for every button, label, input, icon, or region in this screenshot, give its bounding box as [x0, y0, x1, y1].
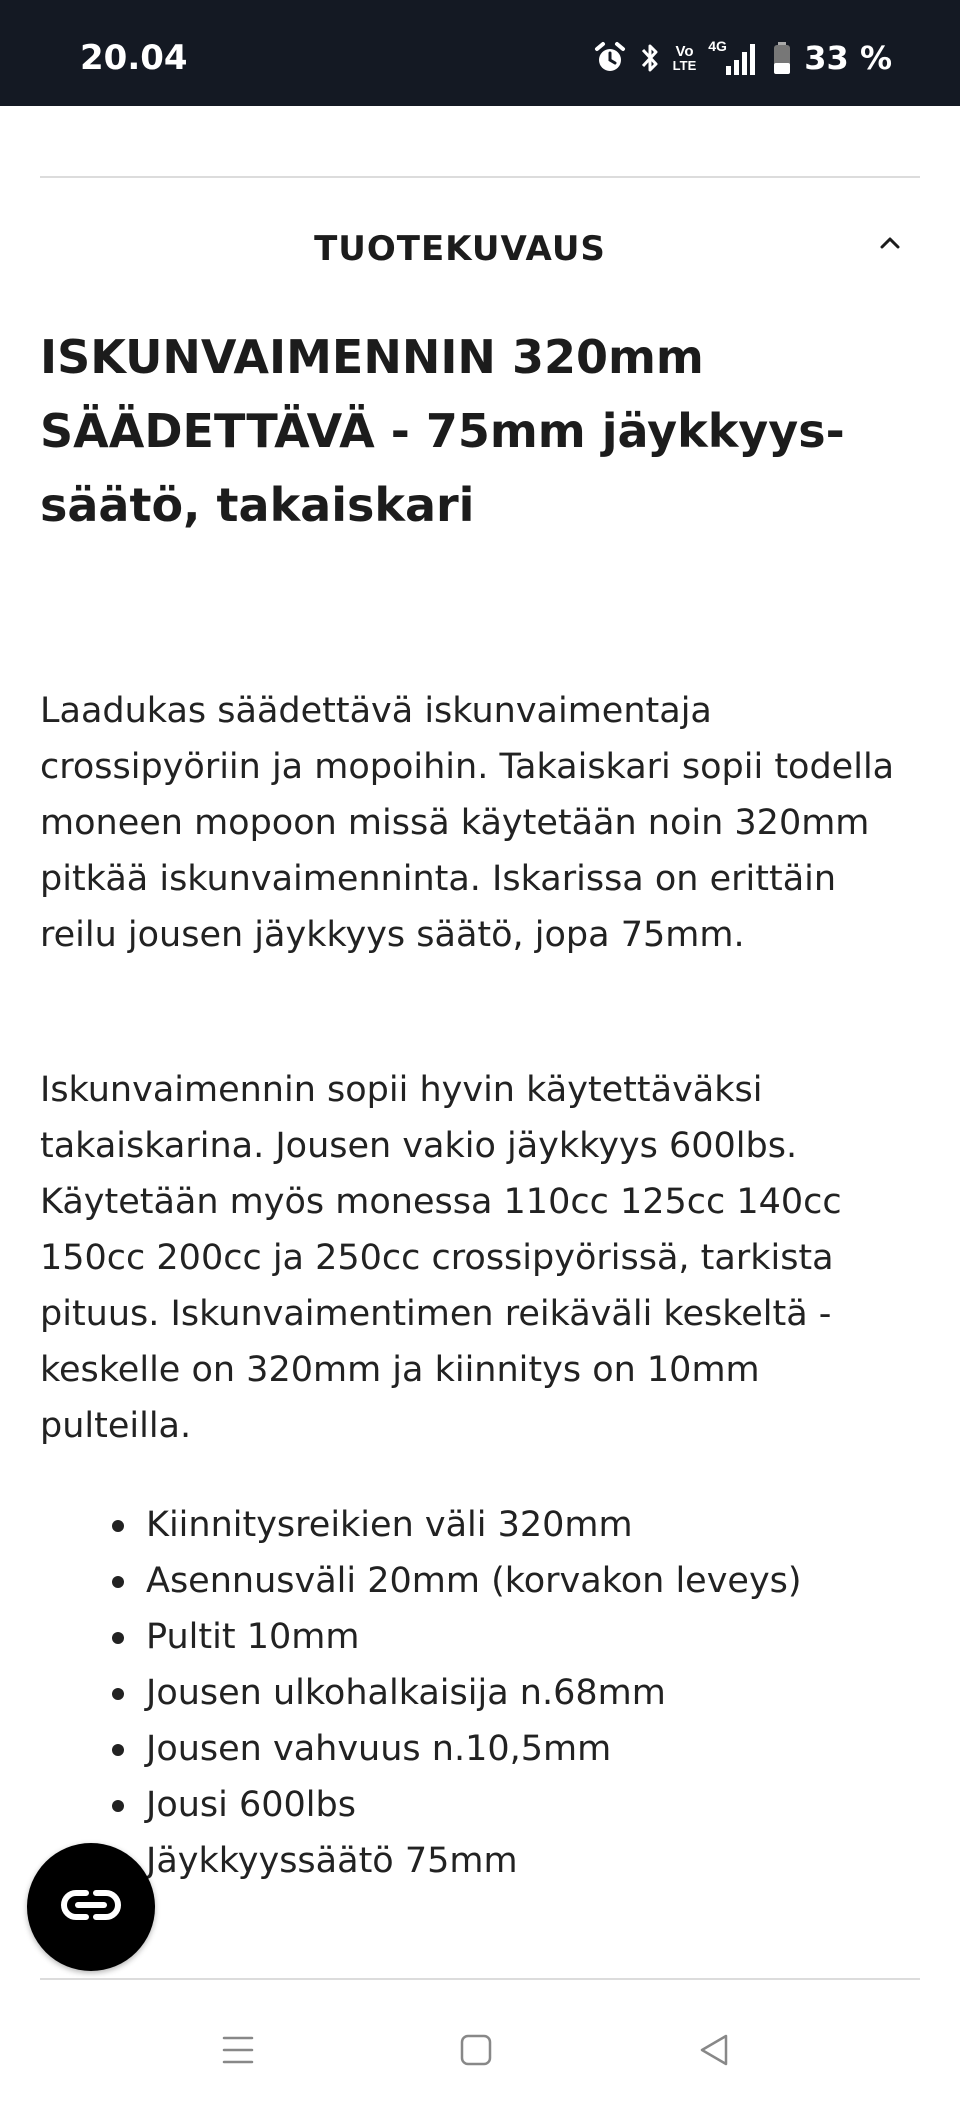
list-item: Asennusväli 20mm (korvakon leveys) — [110, 1553, 910, 1609]
volte-bottom-label: LTE — [672, 57, 697, 73]
status-time: 20.04 — [80, 38, 188, 78]
list-item: Jousen ulkohalkaisija n.68mm — [110, 1665, 910, 1721]
bottom-divider — [40, 1978, 920, 1980]
section-header[interactable] — [40, 215, 920, 285]
list-item: Jousi 600lbs — [110, 1777, 910, 1833]
list-item: Kiinnitysreikien väli 320mm — [110, 1497, 910, 1553]
battery-icon — [772, 41, 792, 75]
alarm-icon — [593, 41, 627, 75]
signal-4g-icon — [708, 38, 760, 78]
product-title: ISKUNVAIMENNIN 320mm SÄÄDETTÄVÄ - 75mm jäykkyys-säätö, takaiskari — [40, 330, 845, 532]
battery-percent: 33 % — [804, 39, 892, 77]
home-icon[interactable] — [454, 2028, 498, 2072]
network-label: 4G — [708, 38, 727, 54]
chat-button[interactable] — [27, 1843, 155, 1971]
back-icon[interactable] — [692, 2028, 736, 2072]
volte-top-label: Vo — [675, 42, 694, 60]
status-bar — [0, 0, 960, 106]
description-paragraph-2: Iskunvaimennin sopii hyvin käytettäväksi takaiskarina. Jousen vakio jäykkyys 600lbs. Käytetään myös monessa 110cc 125cc 140cc 150cc 200cc ja 250cc crossipyörissä, tarkista pituus. Iskunvaimentimen reikäväli keskeltä - keskelle on 320mm ja kiinnitys on 10mm pulteilla. — [40, 1070, 842, 1446]
system-nav-bar — [0, 1990, 960, 2114]
list-item: Jäykkyyssäätö 75mm — [110, 1833, 910, 1889]
volte-icon — [673, 44, 697, 73]
chevron-up-icon[interactable] — [870, 223, 910, 263]
description-paragraph-1: Laadukas säädettävä iskunvaimentaja crossipyöriin ja mopoihin. Takaiskari sopii todella moneen mopoon missä käytetään noin 320mm pitkää iskunvaimenninta. Iskarissa on erittäin reilu jousen jäykkyys säätö, jopa 75mm. — [40, 691, 895, 955]
section-title[interactable]: TUOTEKUVAUS — [314, 229, 606, 269]
bluetooth-icon — [639, 41, 661, 75]
recent-apps-icon[interactable] — [216, 2028, 260, 2072]
list-item: Pultit 10mm — [110, 1609, 910, 1665]
chat-link-icon — [56, 1885, 126, 1930]
list-item: Jousen vahvuus n.10,5mm — [110, 1721, 910, 1777]
status-icons — [593, 36, 892, 80]
top-divider — [40, 176, 920, 178]
spec-list — [110, 1497, 910, 1889]
